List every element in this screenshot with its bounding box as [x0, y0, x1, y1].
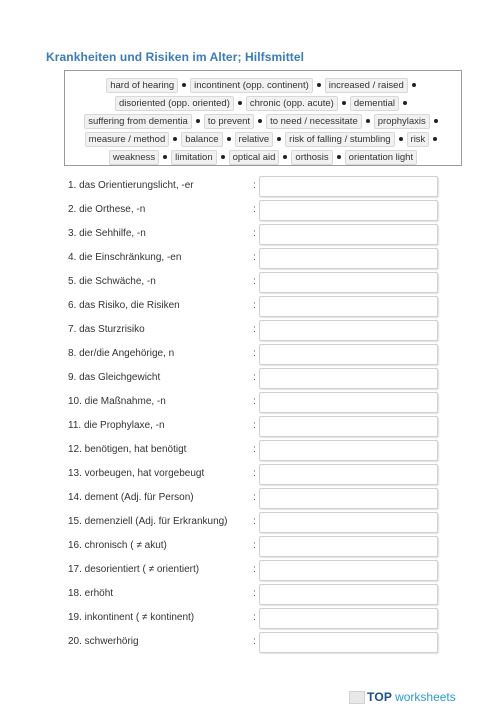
question-row — [0, 176, 500, 198]
colon-separator: : — [253, 588, 256, 599]
answer-input[interactable] — [259, 608, 438, 629]
colon-separator: : — [253, 228, 256, 239]
word-chip: relative — [235, 132, 274, 147]
colon-separator: : — [253, 564, 256, 575]
colon-separator: : — [253, 348, 256, 359]
bullet-dot-icon — [238, 101, 242, 105]
question-row — [0, 584, 500, 606]
answer-input[interactable] — [259, 560, 438, 581]
question-text: 1. das Orientierungslicht, -er — [68, 180, 194, 191]
brand-top-text: TOP — [367, 690, 393, 704]
question-row — [0, 440, 500, 462]
word-chip: demential — [350, 96, 399, 111]
colon-separator: : — [253, 276, 256, 287]
question-row — [0, 536, 500, 558]
answer-input[interactable] — [259, 440, 438, 461]
colon-separator: : — [253, 468, 256, 479]
question-row — [0, 416, 500, 438]
question-text: 20. schwerhörig — [68, 636, 139, 647]
question-row — [0, 632, 500, 654]
question-text: 4. die Einschränkung, -en — [68, 252, 182, 263]
word-chip: risk of falling / stumbling — [285, 132, 394, 147]
question-text: 3. die Sehhilfe, -n — [68, 228, 146, 239]
bullet-dot-icon — [403, 101, 407, 105]
question-text: 5. die Schwäche, -n — [68, 276, 156, 287]
bullet-dot-icon — [434, 119, 438, 123]
question-row — [0, 224, 500, 246]
question-text: 10. die Maßnahme, -n — [68, 396, 166, 407]
bullet-dot-icon — [433, 137, 437, 141]
brand-worksheets-text: worksheets — [395, 690, 456, 704]
question-text: 16. chronisch ( ≠ akut) — [68, 540, 167, 551]
word-chip: hard of hearing — [106, 78, 178, 93]
question-row — [0, 296, 500, 318]
word-chip: disoriented (opp. oriented) — [115, 96, 234, 111]
brand-logo — [349, 690, 456, 704]
question-text: 12. benötigen, hat benötigt — [68, 444, 187, 455]
word-chip: incontinent (opp. continent) — [190, 78, 313, 93]
word-bank-row-2 — [65, 95, 461, 111]
word-bank — [64, 70, 462, 166]
answer-input[interactable] — [259, 248, 438, 269]
word-chip: to need / necessitate — [266, 114, 362, 129]
bullet-dot-icon — [399, 137, 403, 141]
colon-separator: : — [253, 444, 256, 455]
word-chip: increased / raised — [325, 78, 408, 93]
answer-input[interactable] — [259, 512, 438, 533]
word-bank-row-5 — [65, 149, 461, 165]
word-bank-row-3 — [65, 113, 461, 129]
colon-separator: : — [253, 612, 256, 623]
question-row — [0, 608, 500, 630]
word-chip: to prevent — [204, 114, 254, 129]
word-chip: weakness — [109, 150, 159, 165]
question-row — [0, 512, 500, 534]
question-text: 14. dement (Adj. für Person) — [68, 492, 194, 503]
answer-input[interactable] — [259, 392, 438, 413]
question-row — [0, 320, 500, 342]
question-text: 9. das Gleichgewicht — [68, 372, 161, 383]
bullet-dot-icon — [182, 83, 186, 87]
bullet-dot-icon — [412, 83, 416, 87]
question-text: 18. erhöht — [68, 588, 114, 599]
colon-separator: : — [253, 372, 256, 383]
question-row — [0, 392, 500, 414]
word-bank-row-1 — [65, 77, 461, 93]
question-row — [0, 344, 500, 366]
colon-separator: : — [253, 492, 256, 503]
word-chip: risk — [407, 132, 430, 147]
question-text: 2. die Orthese, -n — [68, 204, 146, 215]
word-chip: orthosis — [291, 150, 332, 165]
answer-input[interactable] — [259, 488, 438, 509]
worksheet-title: Krankheiten und Risiken im Alter; Hilfsmittel — [46, 50, 305, 64]
word-chip: chronic (opp. acute) — [246, 96, 338, 111]
answer-input[interactable] — [259, 416, 438, 437]
bullet-dot-icon — [317, 83, 321, 87]
question-row — [0, 560, 500, 582]
answer-input[interactable] — [259, 200, 438, 221]
bullet-dot-icon — [221, 155, 225, 159]
bullet-dot-icon — [227, 137, 231, 141]
colon-separator: : — [253, 396, 256, 407]
answer-input[interactable] — [259, 632, 438, 653]
colon-separator: : — [253, 180, 256, 191]
question-text: 11. die Prophylaxe, -n — [68, 420, 165, 431]
question-row — [0, 272, 500, 294]
question-row — [0, 200, 500, 222]
answer-input[interactable] — [259, 272, 438, 293]
colon-separator: : — [253, 420, 256, 431]
question-text: 19. inkontinent ( ≠ kontinent) — [68, 612, 195, 623]
question-row — [0, 248, 500, 270]
colon-separator: : — [253, 324, 256, 335]
bullet-dot-icon — [277, 137, 281, 141]
answer-input[interactable] — [259, 368, 438, 389]
bullet-dot-icon — [337, 155, 341, 159]
logo-mark-icon — [349, 691, 365, 704]
question-row — [0, 368, 500, 390]
bullet-dot-icon — [163, 155, 167, 159]
answer-input[interactable] — [259, 224, 438, 245]
bullet-dot-icon — [196, 119, 200, 123]
colon-separator: : — [253, 300, 256, 311]
question-row — [0, 464, 500, 486]
bullet-dot-icon — [258, 119, 262, 123]
bullet-dot-icon — [342, 101, 346, 105]
answer-input[interactable] — [259, 296, 438, 317]
word-chip: limitation — [171, 150, 217, 165]
colon-separator: : — [253, 516, 256, 527]
bullet-dot-icon — [283, 155, 287, 159]
colon-separator: : — [253, 540, 256, 551]
bullet-dot-icon — [173, 137, 177, 141]
question-text: 7. das Sturzrisiko — [68, 324, 145, 335]
word-chip: balance — [181, 132, 222, 147]
question-text: 15. demenziell (Adj. für Erkrankung) — [68, 516, 228, 527]
bullet-dot-icon — [366, 119, 370, 123]
answer-input[interactable] — [259, 344, 438, 365]
colon-separator: : — [253, 204, 256, 215]
answer-input[interactable] — [259, 536, 438, 557]
question-text: 13. vorbeugen, hat vorgebeugt — [68, 468, 205, 479]
answer-input[interactable] — [259, 176, 438, 197]
colon-separator: : — [253, 636, 256, 647]
word-chip: prophylaxis — [374, 114, 430, 129]
word-chip: measure / method — [85, 132, 170, 147]
question-row — [0, 488, 500, 510]
answer-input[interactable] — [259, 584, 438, 605]
word-chip: optical aid — [229, 150, 280, 165]
question-text: 6. das Risiko, die Risiken — [68, 300, 180, 311]
word-chip: suffering from dementia — [84, 114, 192, 129]
colon-separator: : — [253, 252, 256, 263]
word-chip: orientation light — [345, 150, 417, 165]
answer-input[interactable] — [259, 320, 438, 341]
answer-input[interactable] — [259, 464, 438, 485]
question-text: 17. desorientiert ( ≠ orientiert) — [68, 564, 200, 575]
question-text: 8. der/die Angehörige, n — [68, 348, 175, 359]
word-bank-row-4 — [65, 131, 461, 147]
